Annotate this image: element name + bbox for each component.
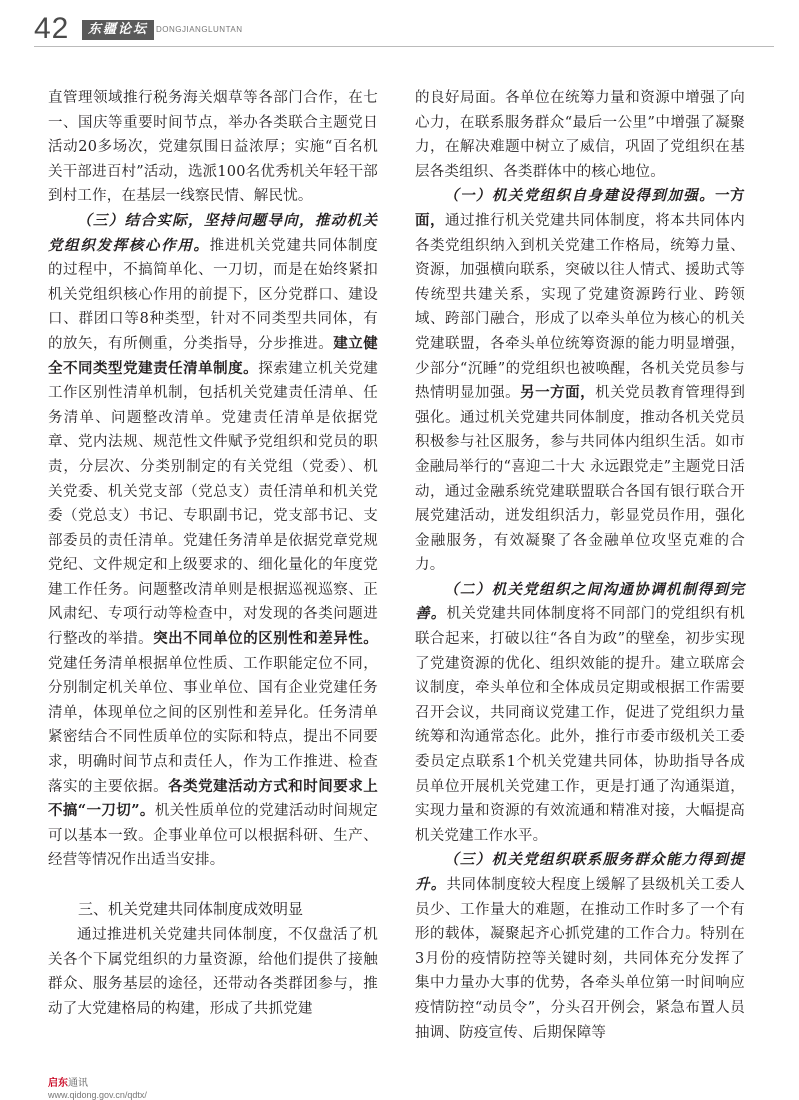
paragraph	[415, 848, 745, 1045]
text-run: 探索建立机关党建工作区别性清单机制，包括机关党建责任清单、任务清单、问题整改清单。党建责任清单是依据党章、党内法规、规范性文件赋予党组织和党员的职责，分层次、分类别制定的有关党组（党委）、机关党委、机关党支部（党总支）责任清单和机关党委（党总支）书记、专职副书记，党支部书记、支部委员的责任清单。党建任务清单是依据党章党规党纪、文件规定和上级要求的、细化量化的年度党建工作任务。问题整改清单则是根据巡视巡察、正风肃纪、专项行动等检查中，对发现的各类问题进行整改的举措。	[48, 360, 378, 648]
paragraph	[415, 578, 745, 849]
text-run: 机关党建共同体制度将不同部门的党组织有机联合起来，打破以往“各自为政”的壁垒，初步实现了党建资源的优化、组织效能的提升。建立联席会议制度，牵头单位和全体成员定期或根据工作需要召开会议，共同商议党建工作，促进了党组织力量统筹和沟通常态化。此外，推行市委市级机关工委委员定点联系1个机关党建共同体，协助指导各成员单位开展机关党建工作，更是打通了沟通渠道，实现力量和资源的有效流通和精准对接，大幅提高机关党建工作水平。	[415, 606, 746, 844]
bold-phrase: 建立健全不同类型党建责任清单制度。	[48, 334, 378, 377]
paragraph: 通过推进机关党建共同体制度，不仅盘活了机关各个下属党组织的力量资源，给他们提供了接触群众、服务基层的途径，还带动各类群团参与，推动了大党建格局的构建，形成了共抓党建	[48, 927, 378, 1017]
paragraph: 直管理领域推行税务海关烟草等各部门合作，在七一、国庆等重要时间节点，举办各类联合主题党日活动20多场次，党建氛围日益浓厚；实施“百名机关干部进百村”活动，选派100名优秀机关年轻干部到村工作，在基层一线察民情、解民忧。	[48, 90, 378, 205]
right-column	[415, 86, 745, 1045]
paragraph	[48, 209, 378, 873]
magazine-pinyin: DONGJIANGLUNTAN	[156, 25, 243, 34]
text-run: 共同体制度较大程度上缓解了县级机关工委人员少、工作量大的难题，在推动工作时多了一个有形的载体，凝聚起齐心抓党建的工作合力。特别在3月份的疫情防控等关键时刻，共同体充分发挥了集中力量办大事的优势，各牵头单位第一时间响应疫情防控“动员令”，分头召开例会，紧急布置人员抽调、防疫宣传、后期保障等	[415, 877, 746, 1041]
subheading: （三）机关党组织联系服务群众能力得到提升。	[415, 851, 745, 893]
left-column	[48, 86, 378, 1021]
bold-phrase: 各类党建活动方式和时间要求上不搞“一刀切”。	[48, 777, 378, 820]
footer-brand-red: 启东	[48, 1078, 68, 1089]
footer-url: www.qidong.gov.cn/qdtx/	[48, 1090, 147, 1100]
footer-brand-gray: 通讯	[68, 1078, 88, 1089]
paragraph	[415, 184, 745, 578]
header-rule	[34, 46, 774, 47]
text-run: 机关性质单位的党建活动时间规定可以基本一致。企事业单位可以根据科研、生产、经营等情况作出适当安排。	[48, 803, 379, 869]
bold-phrase: 突出不同单位的区别性和差异性。	[153, 630, 379, 648]
subheading: （三）结合实际，坚持问题导向，推动机关党组织发挥核心作用。	[48, 211, 378, 254]
text-run: 机关党员教育管理得到强化。通过机关党建共同体制度，推动各机关党员积极参与社区服务，参与共同体内组织生活。如市金融局举行的“喜迎二十大 永远跟党走”主题党日活动，通过金融系统党建联盟联合各国有银行联合开展党建活动，迸发组织活力，彰显党员作用，强化金融服务，有效凝聚了各金融单位攻坚克难的合力。	[415, 385, 746, 574]
text-run: 通过推行机关党建共同体制度，将本共同体内各类党组织纳入到机关党建工作格局，统筹力量、资源，加强横向联系，突破以往人情式、援助式等传统型共建关系，实现了党建资源跨行业、跨领域、跨部门融合，形成了以牵头单位为核心的机关党建联盟，各牵头单位统筹资源的能力明显增强，少部分“沉睡”的党组织也被唤醒，各机关党员参与热情明显加强。	[415, 212, 745, 402]
paragraph: 的良好局面。各单位在统筹力量和资源中增强了向心力，在联系服务群众“最后一公里”中增强了凝聚力，在解决难题中树立了威信，巩固了党组织在基层各类组织、各类群体中的核心地位。	[415, 90, 745, 180]
text-run: 推进机关党建共同体制度的过程中，不搞简单化、一刀切，而是在始终紧扣机关党组织核心作用的前提下，区分党群口、建设口、群团口等8种类型，针对不同类型共同体，有的放矢，有所侧重，分类指导，分步推进。	[48, 237, 379, 352]
subheading: （一）机关党组织自身建设得到加强。	[444, 187, 716, 205]
bold-phrase: 另一方面，	[520, 384, 596, 402]
footer-brand	[48, 1074, 147, 1089]
page-number: 42	[34, 12, 70, 45]
page-header	[34, 10, 774, 46]
subheading: （二）机关党组织之间沟通协调机制得到完善。	[415, 580, 745, 623]
section-title: 三、机关党建共同体制度成效明显	[78, 900, 304, 918]
page-footer	[48, 1074, 147, 1100]
magazine-title: 东疆论坛	[82, 20, 154, 40]
text-run: 党建任务清单根据单位性质、工作职能定位不同，分别制定机关单位、事业单位、国有企业党建任务清单，体现单位之间的区别性和差异化。任务清单紧密结合不同性质单位的实际和特点，提出不同要求，明确时间节点和责任人，作为工作推进、检查落实的主要依据。	[48, 655, 378, 795]
bold-phrase: 一方面，	[415, 187, 746, 229]
